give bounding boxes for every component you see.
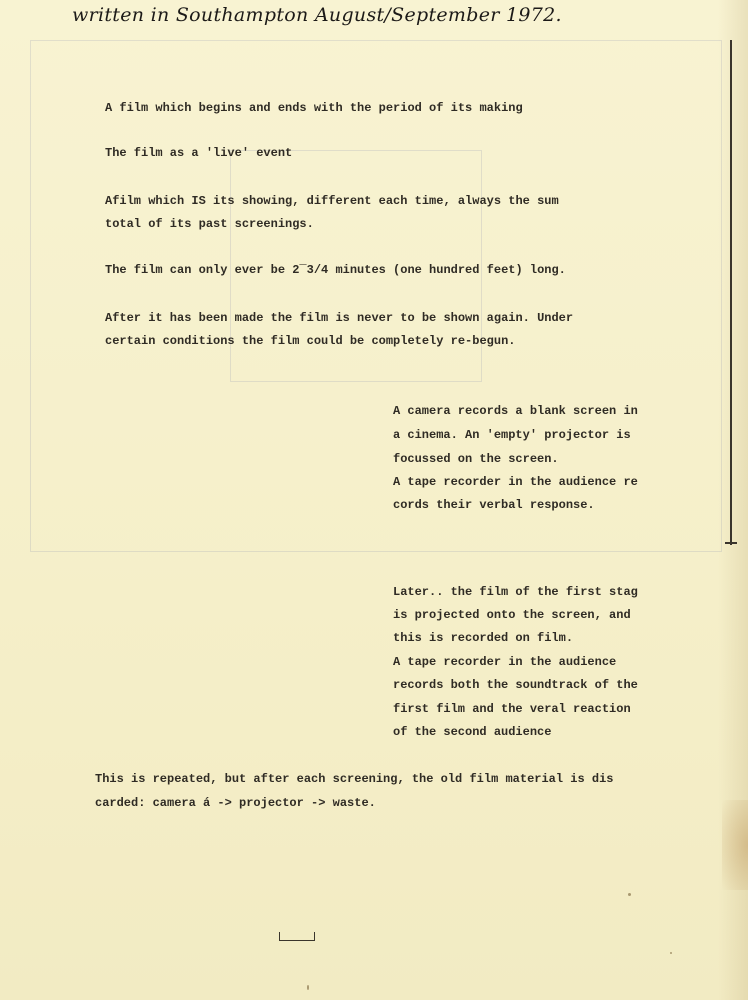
text-line: After it has been made the film is never to be shown again. Under (105, 311, 574, 325)
text-line: Later.. the film of the first stag (393, 585, 638, 599)
text-line: focussed on the screen. (393, 452, 559, 466)
text-line: A film which begins and ends with the period of its making (105, 101, 523, 115)
text-line: total of its past screenings. (105, 217, 314, 231)
text-line: a cinema. An 'empty' projector is (393, 428, 631, 442)
text-line: is projected onto the screen, and (393, 608, 631, 622)
paper-speck (307, 985, 309, 990)
paper-speck (628, 893, 631, 896)
text-line: of the second audience (393, 725, 552, 739)
handwritten-annotation: written in Southampton August/September 1972. (72, 4, 562, 26)
margin-rule-tick (725, 542, 737, 544)
text-line: this is recorded on film. (393, 631, 574, 645)
text-line: first film and the veral reaction (393, 702, 631, 716)
text-line: The film as a 'live' event (105, 146, 293, 160)
text-line: Afilm which IS its showing, different each time, always the sum (105, 194, 559, 208)
text-line: A tape recorder in the audience (393, 655, 617, 669)
text-line: certain conditions the film could be completely re-begun. (105, 334, 516, 348)
text-line: A camera records a blank screen in (393, 404, 638, 418)
text-line: cords their verbal response. (393, 498, 595, 512)
text-line: This is repeated, but after each screening, the old film material is dis (95, 772, 614, 786)
text-line: A tape recorder in the audience re (393, 475, 638, 489)
paper-speck (670, 952, 672, 954)
margin-rule (730, 40, 732, 545)
page-footer-mark (279, 932, 315, 941)
text-line: records both the soundtrack of the (393, 678, 638, 692)
text-line: The film can only ever be 2¯3/4 minutes (one hundred feet) long. (105, 263, 566, 277)
text-line: carded: camera á -> projector -> waste. (95, 796, 376, 810)
paper-stain (722, 800, 748, 890)
